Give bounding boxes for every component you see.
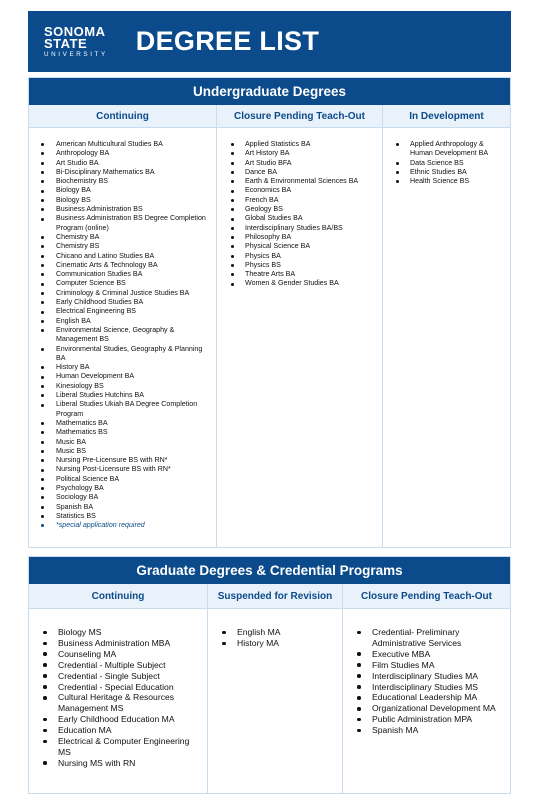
list-item: Chemistry BS bbox=[29, 242, 216, 251]
list-item: Environmental Studies, Geography & Planning BA bbox=[29, 345, 216, 364]
graduate-column-headings bbox=[29, 584, 510, 609]
list-item: History BA bbox=[29, 363, 216, 372]
grad-continuing-list bbox=[29, 609, 207, 769]
logo-line-3: UNIVERSITY bbox=[44, 50, 108, 58]
undergraduate-title: Undergraduate Degrees bbox=[29, 78, 510, 105]
list-item: Liberal Studies Ukiah BA Degree Completion Program bbox=[29, 400, 216, 419]
list-item: Economics BA bbox=[217, 186, 382, 195]
list-item: Educational Leadership MA bbox=[343, 692, 510, 703]
list-item: Communication Studies BA bbox=[29, 270, 216, 279]
list-item: Political Science BA bbox=[29, 475, 216, 484]
list-item: Interdisciplinary Studies MA bbox=[343, 671, 510, 682]
page-header bbox=[28, 11, 511, 72]
list-item: Spanish MA bbox=[343, 725, 510, 736]
list-item: Biology MS bbox=[29, 627, 207, 638]
list-item: Earth & Environmental Sciences BA bbox=[217, 177, 382, 186]
list-item: Environmental Science, Geography & Management BS bbox=[29, 326, 216, 345]
list-item: Biochemistry BS bbox=[29, 177, 216, 186]
list-item: Theatre Arts BA bbox=[217, 270, 382, 279]
list-item: Liberal Studies Hutchins BA bbox=[29, 391, 216, 400]
list-item: Physics BA bbox=[217, 252, 382, 261]
ug-continuing-column bbox=[29, 128, 217, 547]
ug-development-column bbox=[383, 128, 510, 547]
list-item: Sociology BA bbox=[29, 493, 216, 502]
grad-closure-list bbox=[343, 609, 510, 736]
list-item: Kinesiology BS bbox=[29, 382, 216, 391]
list-item: Biology BS bbox=[29, 196, 216, 205]
list-item: Electrical Engineering BS bbox=[29, 307, 216, 316]
list-item: English BA bbox=[29, 317, 216, 326]
ug-continuing-list bbox=[29, 128, 216, 530]
list-item: Ethnic Studies BA bbox=[383, 168, 510, 177]
list-item: Interdisciplinary Studies BA/BS bbox=[217, 224, 382, 233]
ug-closure-column bbox=[217, 128, 383, 547]
graduate-section bbox=[28, 556, 511, 794]
list-item: Music BA bbox=[29, 438, 216, 447]
list-item: Credential - Single Subject bbox=[29, 671, 207, 682]
list-item: Cultural Heritage & Resources Management MS bbox=[29, 692, 207, 714]
undergraduate-section bbox=[28, 77, 511, 548]
list-item: Chicano and Latino Studies BA bbox=[29, 252, 216, 261]
grad-heading-closure-pending: Closure Pending Teach-Out bbox=[361, 590, 492, 602]
list-item: Nursing Post-Licensure BS with RN* bbox=[29, 465, 216, 474]
list-item: American Multicultural Studies BA bbox=[29, 140, 216, 149]
university-logo bbox=[44, 25, 108, 58]
grad-continuing-column bbox=[29, 609, 208, 793]
list-item: Chemistry BA bbox=[29, 233, 216, 242]
grad-heading-suspended: Suspended for Revision bbox=[208, 584, 343, 608]
list-item: English MA bbox=[208, 627, 342, 638]
list-item: Applied Statistics BA bbox=[217, 140, 382, 149]
list-item: History MA bbox=[208, 638, 342, 649]
list-item: Art History BA bbox=[217, 149, 382, 158]
list-item: Public Administration MPA bbox=[343, 714, 510, 725]
list-item: Cinematic Arts & Technology BA bbox=[29, 261, 216, 270]
list-item: Business Administration BS bbox=[29, 205, 216, 214]
list-item: Physical Science BA bbox=[217, 242, 382, 251]
list-item: Counseling MA bbox=[29, 649, 207, 660]
list-item: Statistics BS bbox=[29, 512, 216, 521]
list-item: Data Science BS bbox=[383, 159, 510, 168]
list-item: Electrical & Computer Engineering MS bbox=[29, 736, 207, 758]
list-item: Mathematics BS bbox=[29, 428, 216, 437]
list-item: Early Childhood Education MA bbox=[29, 714, 207, 725]
list-item: Criminology & Criminal Justice Studies BA bbox=[29, 289, 216, 298]
ug-heading-in-development: In Development bbox=[409, 110, 484, 122]
logo-line-2: STATE bbox=[44, 35, 88, 51]
list-item: Organizational Development MA bbox=[343, 703, 510, 714]
list-item: Art Studio BA bbox=[29, 159, 216, 168]
list-item: Health Science BS bbox=[383, 177, 510, 186]
ug-development-list bbox=[383, 128, 510, 186]
list-item: Psychology BA bbox=[29, 484, 216, 493]
list-item: Anthropology BA bbox=[29, 149, 216, 158]
undergraduate-column-headings bbox=[29, 105, 510, 128]
list-item: Credential- Preliminary Administrative Services bbox=[343, 627, 510, 649]
list-item: Credential - Multiple Subject bbox=[29, 660, 207, 671]
list-item: Geology BS bbox=[217, 205, 382, 214]
list-item: Mathematics BA bbox=[29, 419, 216, 428]
list-item: Credential - Special Education bbox=[29, 682, 207, 693]
list-item: Music BS bbox=[29, 447, 216, 456]
footnote: *special application required bbox=[29, 521, 216, 530]
grad-closure-column bbox=[343, 609, 510, 793]
list-item: Spanish BA bbox=[29, 503, 216, 512]
list-item: Dance BA bbox=[217, 168, 382, 177]
list-item: Art Studio BFA bbox=[217, 159, 382, 168]
list-item: Executive MBA bbox=[343, 649, 510, 660]
graduate-title: Graduate Degrees & Credential Programs bbox=[29, 557, 510, 584]
list-item: Nursing MS with RN bbox=[29, 758, 207, 769]
list-item: Global Studies BA bbox=[217, 214, 382, 223]
list-item: Business Administration MBA bbox=[29, 638, 207, 649]
ug-heading-closure-pending: Closure Pending Teach-Out bbox=[217, 105, 383, 127]
list-item: French BA bbox=[217, 196, 382, 205]
list-item: Business Administration BS Degree Completion Program (online) bbox=[29, 214, 216, 233]
list-item: Interdisciplinary Studies MS bbox=[343, 682, 510, 693]
page-title: DEGREE LIST bbox=[135, 26, 320, 56]
list-item: Women & Gender Studies BA bbox=[217, 279, 382, 288]
list-item: Applied Anthropology & Human Development BA bbox=[383, 140, 510, 159]
list-item: Early Childhood Studies BA bbox=[29, 298, 216, 307]
ug-heading-continuing: Continuing bbox=[29, 105, 217, 127]
list-item: Physics BS bbox=[217, 261, 382, 270]
grad-heading-continuing: Continuing bbox=[29, 584, 208, 608]
list-item: Nursing Pre-Licensure BS with RN* bbox=[29, 456, 216, 465]
grad-suspended-column bbox=[208, 609, 343, 793]
list-item: Computer Science BS bbox=[29, 279, 216, 288]
grad-suspended-list bbox=[208, 609, 342, 649]
list-item: Philosophy BA bbox=[217, 233, 382, 242]
list-item: Human Development BA bbox=[29, 372, 216, 381]
ug-closure-list bbox=[217, 128, 382, 289]
list-item: Bi-Disciplinary Mathematics BA bbox=[29, 168, 216, 177]
list-item: Education MA bbox=[29, 725, 207, 736]
list-item: Film Studies MA bbox=[343, 660, 510, 671]
list-item: Biology BA bbox=[29, 186, 216, 195]
logo-line-1: SONOMA bbox=[44, 23, 106, 39]
